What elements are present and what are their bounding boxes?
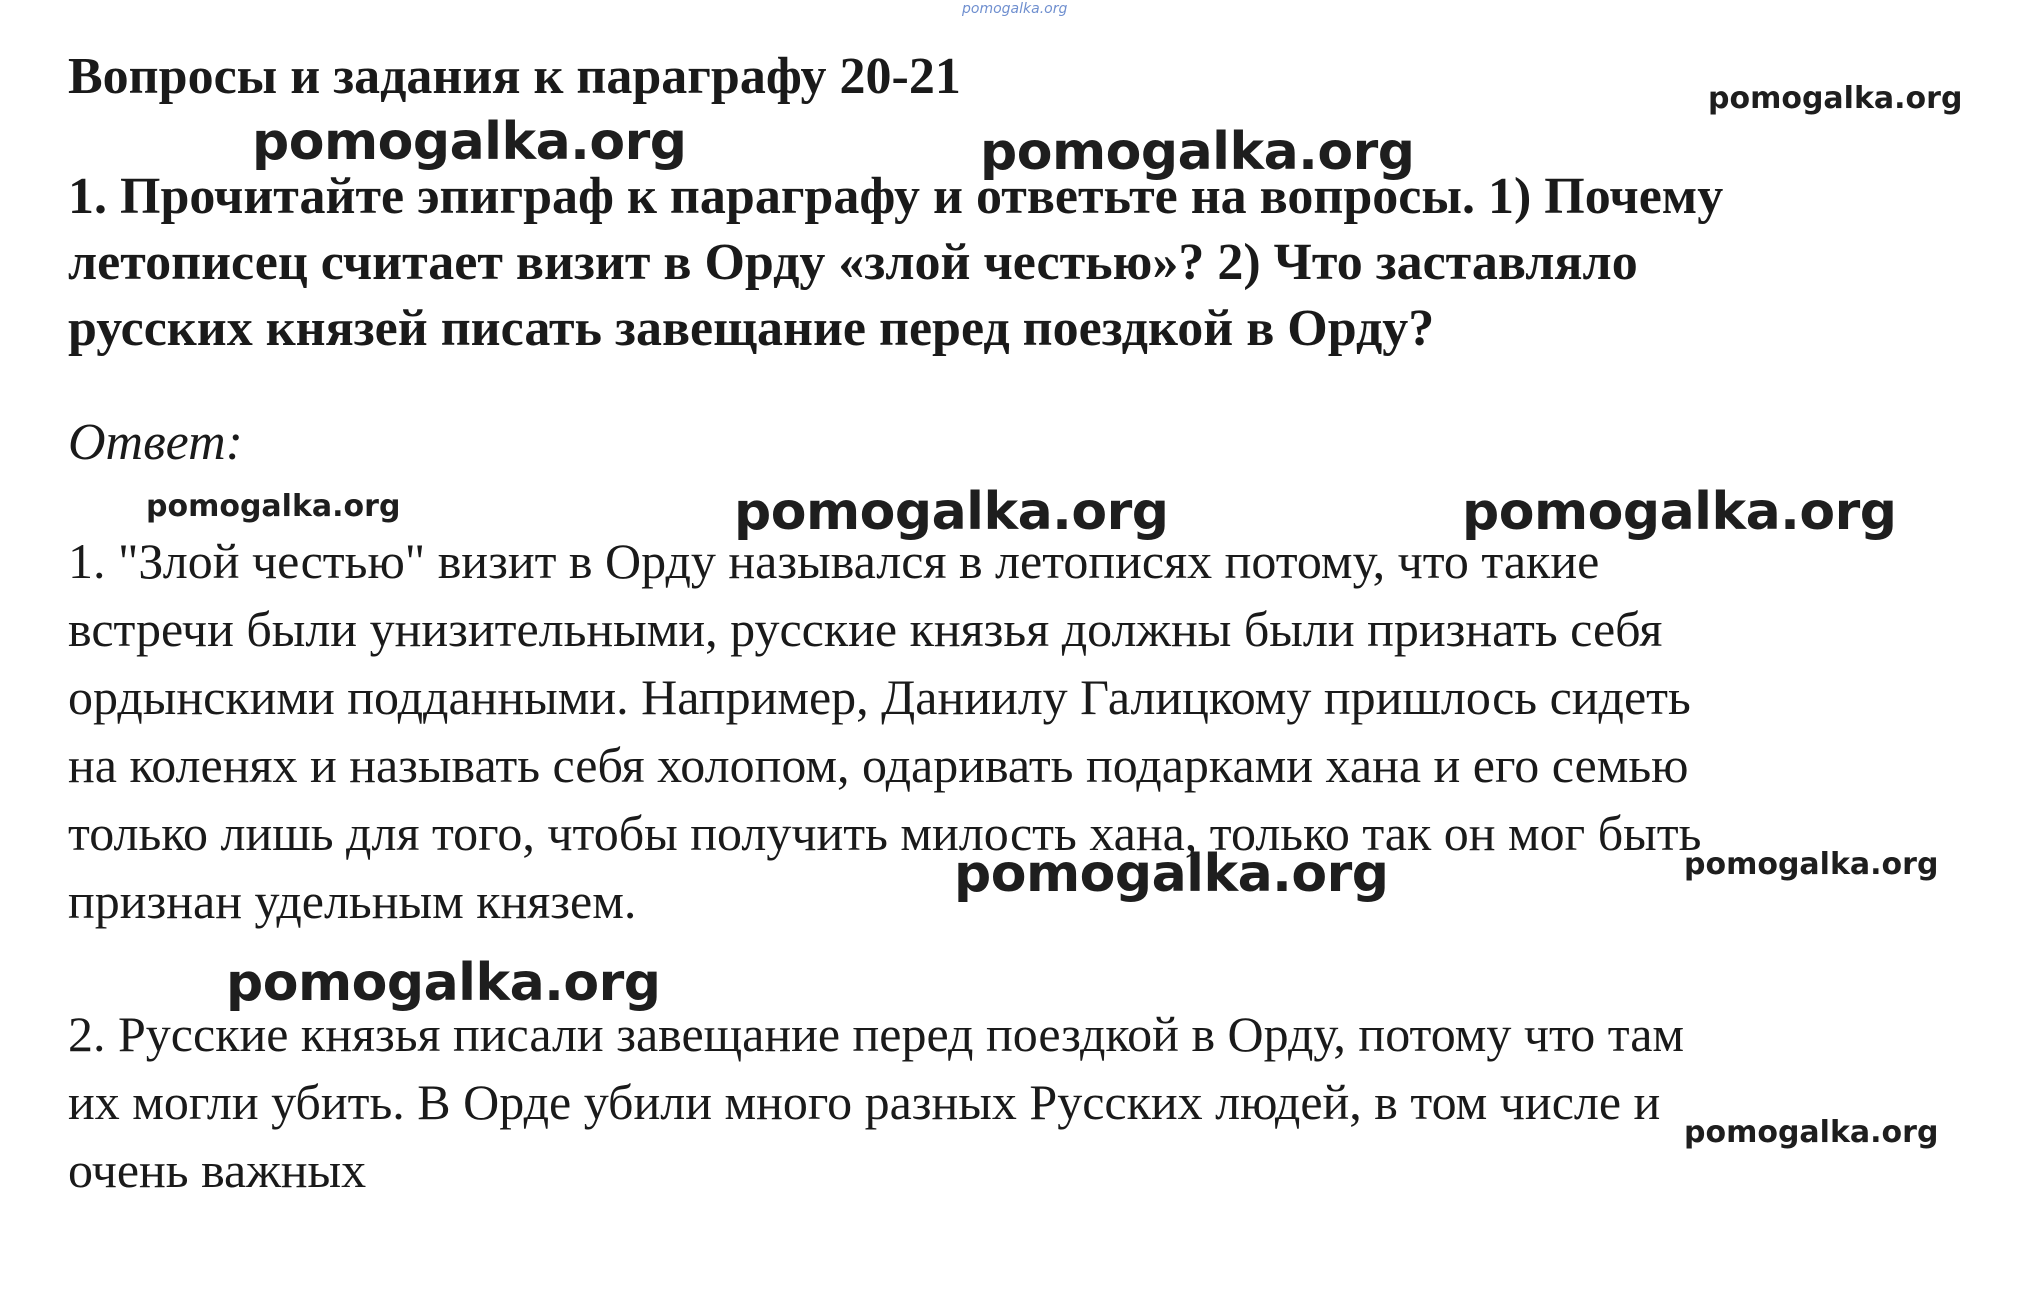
watermark-answer-center: pomogalka.org [734, 482, 1169, 542]
watermark-lower-left: pomogalka.org [226, 953, 661, 1013]
answer-paragraph-2 [68, 1000, 1684, 1204]
answer-line: ордынскими подданными. Например, Даниилу Галицкому пришлось сидеть [68, 669, 1691, 725]
watermark-answer-right: pomogalka.org [1462, 482, 1897, 542]
question-line: летописец считает визит в Орду «злой честью»? 2) Что заставляло [68, 234, 1638, 291]
watermark-answer-left: pomogalka.org [146, 489, 401, 524]
question-line: 1. Прочитайте эпиграф к параграфу и ответьте на вопросы. 1) Почему [68, 168, 1724, 225]
page-heading: Вопросы и задания к параграфу 20-21 [68, 48, 961, 105]
watermark-top-tiny: pomogalka.org [962, 1, 1068, 17]
answer-line: признан удельным князем. [68, 873, 637, 929]
watermark-bottom-right: pomogalka.org [1684, 1115, 1939, 1150]
question-line: русских князей писать завещание перед поездкой в Орду? [68, 300, 1435, 357]
watermark-heading-left: pomogalka.org [252, 112, 687, 172]
answer-line: на коленях и называть себя холопом, одаривать подарками хана и его семью [68, 737, 1689, 793]
answer-paragraph-1 [68, 527, 1701, 935]
answer-line: 2. Русские князья писали завещание перед поездкой в Орду, потому что там [68, 1006, 1685, 1062]
answer-line: 1. "Злой честью" визит в Орду назывался в летописях потому, что такие [68, 533, 1600, 589]
question-text [68, 164, 1988, 362]
answer-line: очень важных [68, 1142, 367, 1198]
watermark-heading-center: pomogalka.org [980, 122, 1415, 182]
answer-label: Ответ: [68, 414, 243, 471]
answer-line: только лишь для того, чтобы получить милость хана, только так он мог быть [68, 805, 1702, 861]
answer-line: встречи были унизительными, русские князья должны были признать себя [68, 601, 1663, 657]
watermark-top-right: pomogalka.org [1708, 81, 1963, 116]
watermark-mid-right: pomogalka.org [1684, 847, 1939, 882]
answer-line: их могли убить. В Орде убили много разных Русских людей, в том числе и [68, 1074, 1661, 1130]
watermark-mid-center: pomogalka.org [954, 844, 1389, 904]
